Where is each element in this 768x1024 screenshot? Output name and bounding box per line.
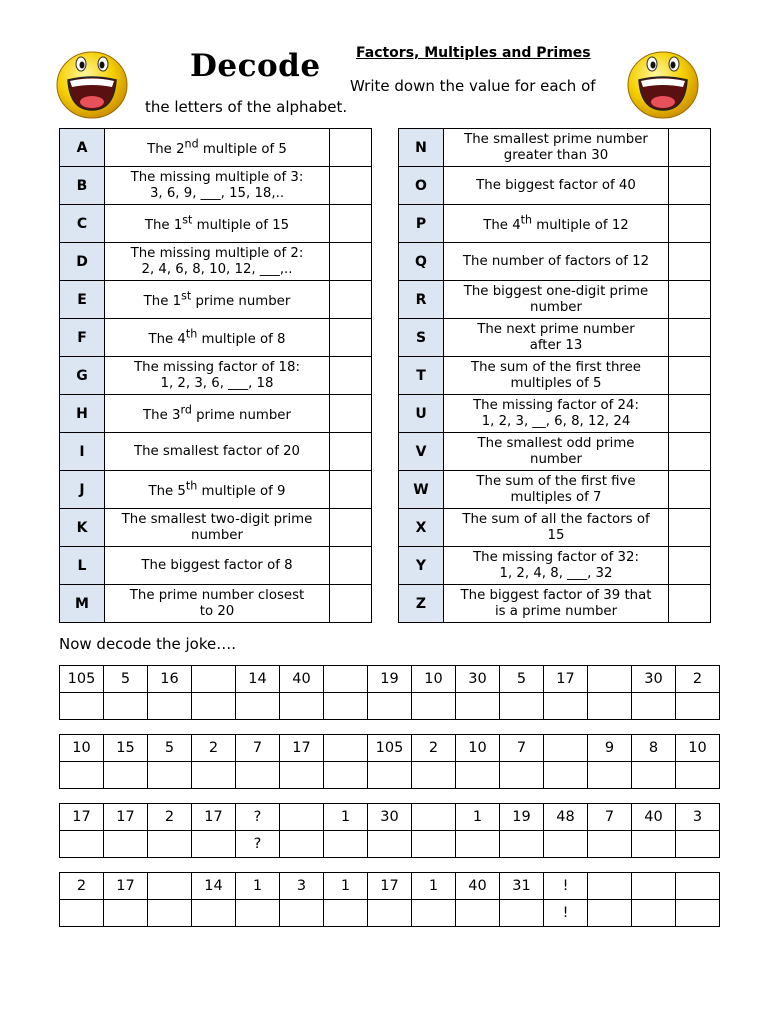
clue-row: [60, 205, 372, 243]
answer-cell[interactable]: [669, 319, 711, 357]
decoded-letter-cell[interactable]: [148, 831, 192, 858]
code-cell: 2: [148, 804, 192, 831]
decoded-letter-cell[interactable]: [280, 762, 324, 789]
code-cell: 17: [368, 873, 412, 900]
code-cell: 16: [148, 666, 192, 693]
decoded-letter-cell[interactable]: [368, 900, 412, 927]
clue-text-content: The next prime number after 13: [477, 321, 635, 353]
code-cell: 7: [588, 804, 632, 831]
decoded-letter-cell[interactable]: [192, 762, 236, 789]
clue-letter: M: [60, 585, 105, 623]
clue-text-content: The biggest one-digit prime number: [463, 283, 649, 315]
clue-row: [399, 319, 711, 357]
code-cell: 1: [324, 873, 368, 900]
decoded-letter-cell[interactable]: [60, 762, 104, 789]
decoded-letter-cell[interactable]: [368, 831, 412, 858]
clue-row: [399, 547, 711, 585]
joke-grid-2: [59, 734, 720, 789]
answer-cell[interactable]: [669, 509, 711, 547]
clue-letter: T: [399, 357, 444, 395]
code-cell: 48: [544, 804, 588, 831]
decoded-letter-cell[interactable]: [104, 693, 148, 720]
decoded-letter-cell[interactable]: [676, 693, 720, 720]
clue-letter: C: [60, 205, 105, 243]
instructions-line-2: the letters of the alphabet.: [145, 98, 348, 116]
code-cell: 7: [236, 735, 280, 762]
clue-row: [60, 281, 372, 319]
clue-text: [444, 243, 669, 281]
clue-row: [399, 357, 711, 395]
decoded-letter-cell[interactable]: [236, 900, 280, 927]
clue-text: [105, 281, 330, 319]
answer-cell[interactable]: [669, 281, 711, 319]
code-cell: 2: [60, 873, 104, 900]
clue-text: [105, 585, 330, 623]
clue-letter: U: [399, 395, 444, 433]
decoded-letter-cell[interactable]: [104, 900, 148, 927]
clue-letter: E: [60, 281, 105, 319]
code-cell: ?: [236, 804, 280, 831]
code-cell: 17: [60, 804, 104, 831]
decoded-letter-cell[interactable]: [280, 693, 324, 720]
clue-text: [444, 205, 669, 243]
clue-text-content: The sum of the first five multiples of 7: [476, 473, 636, 505]
code-number-row: [60, 873, 720, 900]
clue-text: [105, 357, 330, 395]
clue-text-content: The sum of the first three multiples of 5: [471, 359, 641, 391]
code-cell: [544, 735, 588, 762]
decoded-letter-cell[interactable]: [324, 900, 368, 927]
clue-text-content: The smallest factor of 20: [133, 443, 301, 459]
answer-cell[interactable]: [669, 357, 711, 395]
code-cell: 17: [192, 804, 236, 831]
clue-letter: G: [60, 357, 105, 395]
decoded-letter-cell[interactable]: [104, 762, 148, 789]
code-cell: 2: [676, 666, 720, 693]
code-cell: 2: [412, 735, 456, 762]
clue-text: [444, 433, 669, 471]
clue-text: [105, 205, 330, 243]
code-cell: 14: [236, 666, 280, 693]
clue-text: [105, 509, 330, 547]
decoded-letter-cell[interactable]: [676, 762, 720, 789]
decoded-letter-cell[interactable]: [500, 831, 544, 858]
code-cell: 9: [588, 735, 632, 762]
answer-cell[interactable]: [669, 585, 711, 623]
clue-table-n-to-z: [398, 128, 711, 623]
decoded-letter-cell[interactable]: [148, 900, 192, 927]
instructions-line-1: Write down the value for each of: [350, 77, 596, 95]
code-cell: 19: [500, 804, 544, 831]
clue-letter: Z: [399, 585, 444, 623]
decoded-letter-cell[interactable]: [192, 831, 236, 858]
clue-letter: H: [60, 395, 105, 433]
clue-table-a-to-m: [59, 128, 372, 623]
code-cell: 3: [676, 804, 720, 831]
code-cell: [280, 804, 324, 831]
decoded-letter-cell[interactable]: ?: [236, 831, 280, 858]
clue-letter: X: [399, 509, 444, 547]
code-cell: [676, 873, 720, 900]
clue-letter: R: [399, 281, 444, 319]
answer-cell[interactable]: [669, 205, 711, 243]
code-cell: !: [544, 873, 588, 900]
answer-cell[interactable]: [669, 547, 711, 585]
answer-cell[interactable]: [669, 433, 711, 471]
answer-cell[interactable]: [330, 585, 372, 623]
clue-text-content: The 1st prime number: [143, 289, 291, 310]
clue-row: [399, 433, 711, 471]
decoded-letter-row: [60, 762, 720, 789]
answer-cell[interactable]: [330, 433, 372, 471]
clue-text: [444, 471, 669, 509]
code-cell: 19: [368, 666, 412, 693]
clue-text: [105, 547, 330, 585]
code-cell: [632, 873, 676, 900]
clue-text-content: The missing factor of 32: 1, 2, 4, 8, ___, 32: [473, 549, 639, 581]
code-cell: 17: [104, 804, 148, 831]
clue-text-content: The 4th multiple of 8: [148, 327, 286, 348]
code-cell: 40: [280, 666, 324, 693]
code-cell: 10: [676, 735, 720, 762]
code-cell: 105: [60, 666, 104, 693]
code-cell: [588, 873, 632, 900]
clue-row: [60, 433, 372, 471]
decoded-letter-cell[interactable]: [236, 693, 280, 720]
joke-grid-3: [59, 803, 720, 858]
code-cell: 15: [104, 735, 148, 762]
decoded-letter-cell[interactable]: [60, 831, 104, 858]
clue-text: [105, 243, 330, 281]
clue-text-content: The 2nd multiple of 5: [147, 137, 287, 158]
code-number-row: [60, 666, 720, 693]
clue-letter: J: [60, 471, 105, 509]
code-cell: 14: [192, 873, 236, 900]
decoded-letter-cell[interactable]: [192, 900, 236, 927]
clue-row: [60, 471, 372, 509]
decoded-letter-cell[interactable]: [280, 900, 324, 927]
answer-cell[interactable]: [330, 547, 372, 585]
decoded-letter-cell[interactable]: [632, 900, 676, 927]
clue-row: [60, 585, 372, 623]
decoded-letter-row: [60, 693, 720, 720]
decoded-letter-cell[interactable]: [412, 762, 456, 789]
code-cell: 10: [456, 735, 500, 762]
decode-instruction: Now decode the joke….: [59, 635, 237, 653]
code-cell: 30: [368, 804, 412, 831]
clue-text-content: The 4th multiple of 12: [483, 213, 629, 234]
decoded-letter-cell[interactable]: [676, 831, 720, 858]
code-cell: [412, 804, 456, 831]
joke-grid-4: [59, 872, 720, 927]
answer-cell[interactable]: [669, 395, 711, 433]
decoded-letter-cell[interactable]: [412, 900, 456, 927]
decoded-letter-cell[interactable]: [456, 693, 500, 720]
decoded-letter-cell[interactable]: [280, 831, 324, 858]
clue-letter: S: [399, 319, 444, 357]
decoded-letter-cell[interactable]: [632, 831, 676, 858]
answer-cell[interactable]: [669, 471, 711, 509]
code-cell: 30: [456, 666, 500, 693]
answer-cell[interactable]: [330, 205, 372, 243]
answer-cell[interactable]: [330, 129, 372, 167]
decoded-letter-cell[interactable]: [412, 693, 456, 720]
decoded-letter-cell[interactable]: [104, 831, 148, 858]
code-cell: 105: [368, 735, 412, 762]
clue-row: [399, 395, 711, 433]
clue-row: [60, 509, 372, 547]
code-cell: 5: [500, 666, 544, 693]
joke-grid-1: [59, 665, 720, 720]
decoded-letter-row: [60, 900, 720, 927]
clue-row: [60, 357, 372, 395]
answer-cell[interactable]: [330, 167, 372, 205]
code-cell: 3: [280, 873, 324, 900]
decoded-letter-cell[interactable]: [544, 762, 588, 789]
code-cell: 5: [148, 735, 192, 762]
code-cell: 30: [632, 666, 676, 693]
clue-row: [399, 509, 711, 547]
code-cell: 31: [500, 873, 544, 900]
page-title: Decode: [190, 48, 321, 84]
code-cell: 1: [236, 873, 280, 900]
clue-row: [399, 281, 711, 319]
code-cell: 5: [104, 666, 148, 693]
clue-row: [399, 471, 711, 509]
clue-row: [60, 167, 372, 205]
answer-cell[interactable]: [330, 395, 372, 433]
code-cell: [192, 666, 236, 693]
clue-row: [399, 205, 711, 243]
decoded-letter-cell[interactable]: [60, 900, 104, 927]
code-cell: 17: [544, 666, 588, 693]
clue-row: [399, 167, 711, 205]
clue-letter: V: [399, 433, 444, 471]
clue-text: [105, 129, 330, 167]
clue-row: [60, 243, 372, 281]
answer-cell[interactable]: [330, 281, 372, 319]
clue-text-content: The biggest factor of 39 that is a prime number: [460, 587, 652, 619]
code-cell: [588, 666, 632, 693]
clue-row: [60, 129, 372, 167]
answer-cell[interactable]: [330, 357, 372, 395]
clue-letter: Y: [399, 547, 444, 585]
clue-text: [105, 395, 330, 433]
clue-text-content: The 3rd prime number: [143, 403, 291, 424]
clue-letter: K: [60, 509, 105, 547]
clue-letter: I: [60, 433, 105, 471]
clue-text-content: The smallest two-digit prime number: [121, 511, 313, 543]
decoded-letter-cell[interactable]: [192, 693, 236, 720]
clue-text-content: The missing multiple of 2: 2, 4, 6, 8, 10, 12, ___,..: [130, 245, 304, 277]
code-number-row: [60, 735, 720, 762]
clue-row: [60, 395, 372, 433]
clue-letter: A: [60, 129, 105, 167]
clue-letter: W: [399, 471, 444, 509]
code-cell: 2: [192, 735, 236, 762]
decoded-letter-cell[interactable]: [368, 693, 412, 720]
decoded-letter-cell[interactable]: [148, 693, 192, 720]
clue-text-content: The smallest odd prime number: [477, 435, 635, 467]
answer-cell[interactable]: [330, 509, 372, 547]
decoded-letter-cell[interactable]: [588, 762, 632, 789]
decoded-letter-cell[interactable]: [544, 831, 588, 858]
clue-text: [444, 395, 669, 433]
laughing-smiley-icon: [54, 44, 130, 120]
decoded-letter-cell[interactable]: [500, 762, 544, 789]
answer-cell[interactable]: [330, 243, 372, 281]
clue-row: [60, 319, 372, 357]
decoded-letter-cell[interactable]: [324, 693, 368, 720]
clue-row: [399, 585, 711, 623]
decoded-letter-row: [60, 831, 720, 858]
clue-row: [399, 243, 711, 281]
code-cell: 40: [632, 804, 676, 831]
code-cell: 17: [104, 873, 148, 900]
code-cell: 1: [412, 873, 456, 900]
worksheet-subtitle: Factors, Multiples and Primes: [356, 45, 591, 61]
decoded-letter-cell[interactable]: [632, 693, 676, 720]
clue-text: [105, 319, 330, 357]
clue-text: [444, 167, 669, 205]
answer-cell[interactable]: [330, 471, 372, 509]
answer-cell[interactable]: [669, 243, 711, 281]
code-cell: [324, 666, 368, 693]
code-cell: 10: [412, 666, 456, 693]
clue-text: [444, 357, 669, 395]
decoded-letter-cell[interactable]: [632, 762, 676, 789]
clue-text: [105, 471, 330, 509]
clue-text-content: The biggest factor of 40: [476, 177, 636, 193]
clue-text-content: The prime number closest to 20: [129, 587, 305, 619]
clue-text: [444, 509, 669, 547]
clue-text: [444, 585, 669, 623]
decoded-letter-cell[interactable]: [456, 762, 500, 789]
code-cell: 8: [632, 735, 676, 762]
clue-text-content: The number of factors of 12: [462, 253, 650, 269]
clue-text: [105, 433, 330, 471]
clue-letter: Q: [399, 243, 444, 281]
code-cell: 1: [324, 804, 368, 831]
code-number-row: [60, 804, 720, 831]
clue-text-content: The sum of all the factors of 15: [462, 511, 650, 543]
decoded-letter-cell[interactable]: !: [544, 900, 588, 927]
code-cell: [324, 735, 368, 762]
decoded-letter-cell[interactable]: [324, 762, 368, 789]
decoded-letter-cell[interactable]: [676, 900, 720, 927]
clue-text: [105, 167, 330, 205]
clue-text-content: The smallest prime number greater than 30: [464, 131, 648, 163]
clue-text-content: The biggest factor of 8: [141, 557, 293, 573]
decoded-letter-cell[interactable]: [500, 900, 544, 927]
decoded-letter-cell[interactable]: [324, 831, 368, 858]
decoded-letter-cell[interactable]: [236, 762, 280, 789]
decoded-letter-cell[interactable]: [544, 693, 588, 720]
answer-cell[interactable]: [669, 129, 711, 167]
decoded-letter-cell[interactable]: [368, 762, 412, 789]
clue-letter: P: [399, 205, 444, 243]
clue-row: [399, 129, 711, 167]
clue-text-content: The missing factor of 24: 1, 2, 3, __, 6, 8, 12, 24: [473, 397, 639, 429]
clue-letter: D: [60, 243, 105, 281]
decoded-letter-cell[interactable]: [456, 831, 500, 858]
clue-letter: L: [60, 547, 105, 585]
code-cell: 1: [456, 804, 500, 831]
clue-text: [444, 129, 669, 167]
code-cell: 17: [280, 735, 324, 762]
clue-text: [444, 319, 669, 357]
code-cell: 40: [456, 873, 500, 900]
clue-letter: N: [399, 129, 444, 167]
clue-text: [444, 547, 669, 585]
answer-cell[interactable]: [330, 319, 372, 357]
code-cell: [148, 873, 192, 900]
decoded-letter-cell[interactable]: [500, 693, 544, 720]
clue-text: [444, 281, 669, 319]
decoded-letter-cell[interactable]: [148, 762, 192, 789]
decoded-letter-cell[interactable]: [588, 693, 632, 720]
clue-text-content: The 5th multiple of 9: [148, 479, 286, 500]
decoded-letter-cell[interactable]: [60, 693, 104, 720]
clue-text-content: The 1st multiple of 15: [144, 213, 290, 234]
clue-text-content: The missing factor of 18: 1, 2, 3, 6, ___, 18: [134, 359, 300, 391]
clue-row: [60, 547, 372, 585]
clue-text-content: The missing multiple of 3: 3, 6, 9, ___, 15, 18,..: [130, 169, 304, 201]
decoded-letter-cell[interactable]: [588, 831, 632, 858]
code-cell: 10: [60, 735, 104, 762]
decoded-letter-cell[interactable]: [588, 900, 632, 927]
code-cell: 7: [500, 735, 544, 762]
clue-letter: F: [60, 319, 105, 357]
laughing-smiley-icon: [625, 44, 701, 120]
decoded-letter-cell[interactable]: [412, 831, 456, 858]
decoded-letter-cell[interactable]: [456, 900, 500, 927]
clue-letter: O: [399, 167, 444, 205]
answer-cell[interactable]: [669, 167, 711, 205]
clue-letter: B: [60, 167, 105, 205]
